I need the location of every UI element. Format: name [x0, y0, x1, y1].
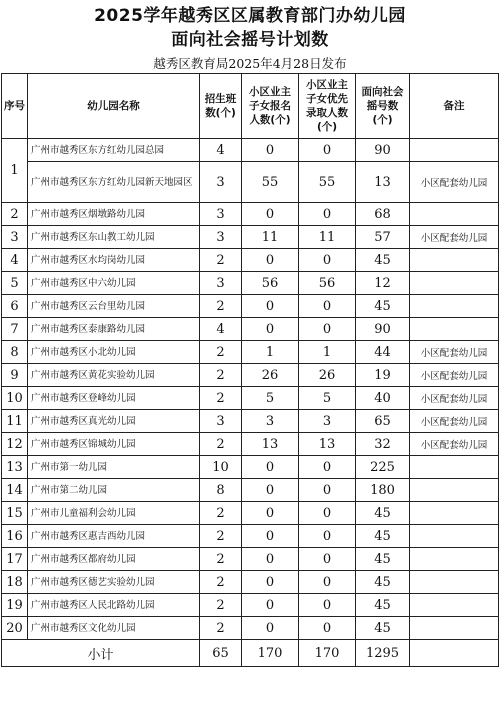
cell-note: [410, 272, 499, 295]
table-row: [2, 433, 499, 456]
cell-lottery: 45: [356, 295, 410, 318]
cell-priority: 0: [299, 548, 356, 571]
cell-priority: 0: [299, 479, 356, 502]
total-priority: 170: [299, 640, 356, 667]
cell-priority: 0: [299, 456, 356, 479]
table-row: [2, 525, 499, 548]
cell-classes: 2: [200, 617, 242, 640]
table-row: [2, 318, 499, 341]
cell-name: 广州市越秀区云台里幼儿园: [28, 295, 200, 318]
cell-classes: 2: [200, 571, 242, 594]
cell-seq: 5: [2, 272, 28, 295]
cell-note: 小区配套幼儿园: [410, 226, 499, 249]
cell-lottery: 45: [356, 249, 410, 272]
cell-name: 广州市越秀区人民北路幼儿园: [28, 594, 200, 617]
cell-name: 广州市越秀区德艺实验幼儿园: [28, 571, 200, 594]
cell-seq: 9: [2, 364, 28, 387]
cell-applicants: 3: [242, 410, 299, 433]
cell-seq: 10: [2, 387, 28, 410]
cell-classes: 10: [200, 456, 242, 479]
cell-name: 广州市第二幼儿园: [28, 479, 200, 502]
table-row: [2, 203, 499, 226]
cell-seq: 14: [2, 479, 28, 502]
cell-applicants: 0: [242, 594, 299, 617]
cell-note: 小区配套幼儿园: [410, 387, 499, 410]
cell-applicants: 0: [242, 525, 299, 548]
table-row: [2, 295, 499, 318]
cell-note: [410, 525, 499, 548]
cell-name: 广州市越秀区泰康路幼儿园: [28, 318, 200, 341]
table-row: [2, 364, 499, 387]
cell-classes: 3: [200, 272, 242, 295]
table-row: [2, 594, 499, 617]
table-row: [2, 139, 499, 162]
cell-seq: 12: [2, 433, 28, 456]
total-label: 小计: [2, 640, 200, 667]
cell-lottery: 45: [356, 571, 410, 594]
cell-seq: 11: [2, 410, 28, 433]
cell-seq: 17: [2, 548, 28, 571]
cell-note: [410, 139, 499, 162]
cell-priority: 1: [299, 341, 356, 364]
cell-classes: 4: [200, 139, 242, 162]
cell-priority: 0: [299, 249, 356, 272]
table-row: [2, 502, 499, 525]
cell-lottery: 45: [356, 525, 410, 548]
cell-lottery: 32: [356, 433, 410, 456]
cell-priority: 0: [299, 571, 356, 594]
cell-applicants: 0: [242, 139, 299, 162]
cell-priority: 0: [299, 594, 356, 617]
table-row: [2, 226, 499, 249]
header-lottery: 面向社会摇号数(个): [356, 74, 410, 139]
table-row: [2, 617, 499, 640]
cell-lottery: 90: [356, 139, 410, 162]
table-row: [2, 249, 499, 272]
total-note: [410, 640, 499, 667]
header-seq: 序号: [2, 74, 28, 139]
lottery-plan-table: [1, 73, 499, 667]
cell-classes: 2: [200, 594, 242, 617]
cell-classes: 2: [200, 548, 242, 571]
cell-seq: 6: [2, 295, 28, 318]
cell-classes: 2: [200, 364, 242, 387]
cell-priority: 13: [299, 433, 356, 456]
cell-name: 广州市越秀区锦城幼儿园: [28, 433, 200, 456]
cell-priority: 26: [299, 364, 356, 387]
cell-lottery: 68: [356, 203, 410, 226]
cell-note: 小区配套幼儿园: [410, 364, 499, 387]
cell-name: 广州市越秀区都府幼儿园: [28, 548, 200, 571]
cell-note: [410, 203, 499, 226]
title-line-1: 2025学年越秀区区属教育部门办幼儿园: [94, 6, 406, 26]
cell-name: 广州市越秀区文化幼儿园: [28, 617, 200, 640]
cell-classes: 3: [200, 226, 242, 249]
cell-note: [410, 249, 499, 272]
cell-priority: 56: [299, 272, 356, 295]
cell-name: 广州市越秀区小北幼儿园: [28, 341, 200, 364]
cell-name: 广州市儿童福利会幼儿园: [28, 502, 200, 525]
cell-lottery: 45: [356, 502, 410, 525]
header-priority: 小区业主子女优先录取人数(个): [299, 74, 356, 139]
cell-lottery: 13: [356, 162, 410, 203]
cell-lottery: 19: [356, 364, 410, 387]
cell-applicants: 0: [242, 203, 299, 226]
cell-seq: 19: [2, 594, 28, 617]
cell-priority: 0: [299, 502, 356, 525]
cell-priority: 0: [299, 525, 356, 548]
table-row: [2, 456, 499, 479]
cell-name: 广州市越秀区水均岗幼儿园: [28, 249, 200, 272]
header-applicants: 小区业主子女报名人数(个): [242, 74, 299, 139]
cell-applicants: 0: [242, 548, 299, 571]
cell-seq: 1: [2, 139, 28, 203]
cell-note: 小区配套幼儿园: [410, 341, 499, 364]
cell-seq: 4: [2, 249, 28, 272]
cell-lottery: 90: [356, 318, 410, 341]
cell-note: [410, 548, 499, 571]
cell-applicants: 0: [242, 456, 299, 479]
cell-applicants: 0: [242, 295, 299, 318]
cell-note: [410, 594, 499, 617]
cell-priority: 55: [299, 162, 356, 203]
table-row: [2, 341, 499, 364]
issuer-line: 越秀区教育局2025年4月28日发布: [153, 56, 347, 71]
cell-classes: 3: [200, 162, 242, 203]
cell-note: [410, 456, 499, 479]
cell-classes: 2: [200, 295, 242, 318]
cell-classes: 2: [200, 249, 242, 272]
total-applicants: 170: [242, 640, 299, 667]
cell-seq: 18: [2, 571, 28, 594]
table-row: [2, 571, 499, 594]
cell-seq: 2: [2, 203, 28, 226]
header-classes: 招生班数(个): [200, 74, 242, 139]
cell-classes: 2: [200, 525, 242, 548]
cell-applicants: 0: [242, 502, 299, 525]
cell-priority: 0: [299, 617, 356, 640]
cell-applicants: 5: [242, 387, 299, 410]
cell-lottery: 12: [356, 272, 410, 295]
cell-applicants: 0: [242, 617, 299, 640]
cell-priority: 0: [299, 295, 356, 318]
cell-lottery: 40: [356, 387, 410, 410]
total-classes: 65: [200, 640, 242, 667]
cell-note: [410, 479, 499, 502]
cell-note: [410, 571, 499, 594]
cell-note: 小区配套幼儿园: [410, 433, 499, 456]
cell-note: [410, 502, 499, 525]
cell-name: 广州市越秀区东方红幼儿园新天地园区: [28, 162, 200, 203]
cell-applicants: 13: [242, 433, 299, 456]
cell-name: 广州市越秀区登峰幼儿园: [28, 387, 200, 410]
cell-applicants: 1: [242, 341, 299, 364]
table-row: [2, 387, 499, 410]
table-row: [2, 162, 499, 203]
cell-name: 广州市越秀区真光幼儿园: [28, 410, 200, 433]
cell-classes: 4: [200, 318, 242, 341]
cell-lottery: 45: [356, 617, 410, 640]
cell-lottery: 180: [356, 479, 410, 502]
cell-lottery: 45: [356, 594, 410, 617]
cell-lottery: 44: [356, 341, 410, 364]
cell-applicants: 0: [242, 571, 299, 594]
cell-lottery: 45: [356, 548, 410, 571]
cell-note: [410, 617, 499, 640]
cell-seq: 7: [2, 318, 28, 341]
cell-classes: 2: [200, 502, 242, 525]
table-header-row: [2, 74, 499, 139]
header-name: 幼儿园名称: [28, 74, 200, 139]
cell-name: 广州市越秀区烟墩路幼儿园: [28, 203, 200, 226]
cell-seq: 8: [2, 341, 28, 364]
cell-note: 小区配套幼儿园: [410, 410, 499, 433]
table-row: [2, 479, 499, 502]
cell-priority: 3: [299, 410, 356, 433]
cell-applicants: 55: [242, 162, 299, 203]
cell-classes: 2: [200, 433, 242, 456]
cell-lottery: 225: [356, 456, 410, 479]
total-row: [2, 640, 499, 667]
cell-priority: 11: [299, 226, 356, 249]
cell-applicants: 0: [242, 479, 299, 502]
cell-name: 广州市越秀区东方红幼儿园总园: [28, 139, 200, 162]
cell-priority: 5: [299, 387, 356, 410]
cell-classes: 8: [200, 479, 242, 502]
table-row: [2, 548, 499, 571]
cell-applicants: 0: [242, 318, 299, 341]
cell-lottery: 57: [356, 226, 410, 249]
cell-name: 广州市越秀区东山教工幼儿园: [28, 226, 200, 249]
cell-seq: 13: [2, 456, 28, 479]
cell-priority: 0: [299, 318, 356, 341]
cell-note: [410, 295, 499, 318]
cell-classes: 2: [200, 387, 242, 410]
cell-seq: 20: [2, 617, 28, 640]
cell-name: 广州市越秀区中六幼儿园: [28, 272, 200, 295]
cell-classes: 3: [200, 203, 242, 226]
cell-name: 广州市越秀区惠吉西幼儿园: [28, 525, 200, 548]
cell-seq: 3: [2, 226, 28, 249]
cell-note: 小区配套幼儿园: [410, 162, 499, 203]
cell-note: [410, 318, 499, 341]
cell-classes: 3: [200, 410, 242, 433]
cell-applicants: 26: [242, 364, 299, 387]
cell-seq: 15: [2, 502, 28, 525]
cell-priority: 0: [299, 203, 356, 226]
cell-name: 广州市越秀区黄花实验幼儿园: [28, 364, 200, 387]
cell-applicants: 0: [242, 249, 299, 272]
title-line-2: 面向社会摇号计划数: [171, 30, 329, 50]
cell-name: 广州市第一幼儿园: [28, 456, 200, 479]
cell-applicants: 11: [242, 226, 299, 249]
cell-classes: 2: [200, 341, 242, 364]
total-lottery: 1295: [356, 640, 410, 667]
cell-applicants: 56: [242, 272, 299, 295]
table-row: [2, 410, 499, 433]
cell-seq: 16: [2, 525, 28, 548]
header-note: 备注: [410, 74, 499, 139]
cell-priority: 0: [299, 139, 356, 162]
table-row: [2, 272, 499, 295]
cell-lottery: 65: [356, 410, 410, 433]
